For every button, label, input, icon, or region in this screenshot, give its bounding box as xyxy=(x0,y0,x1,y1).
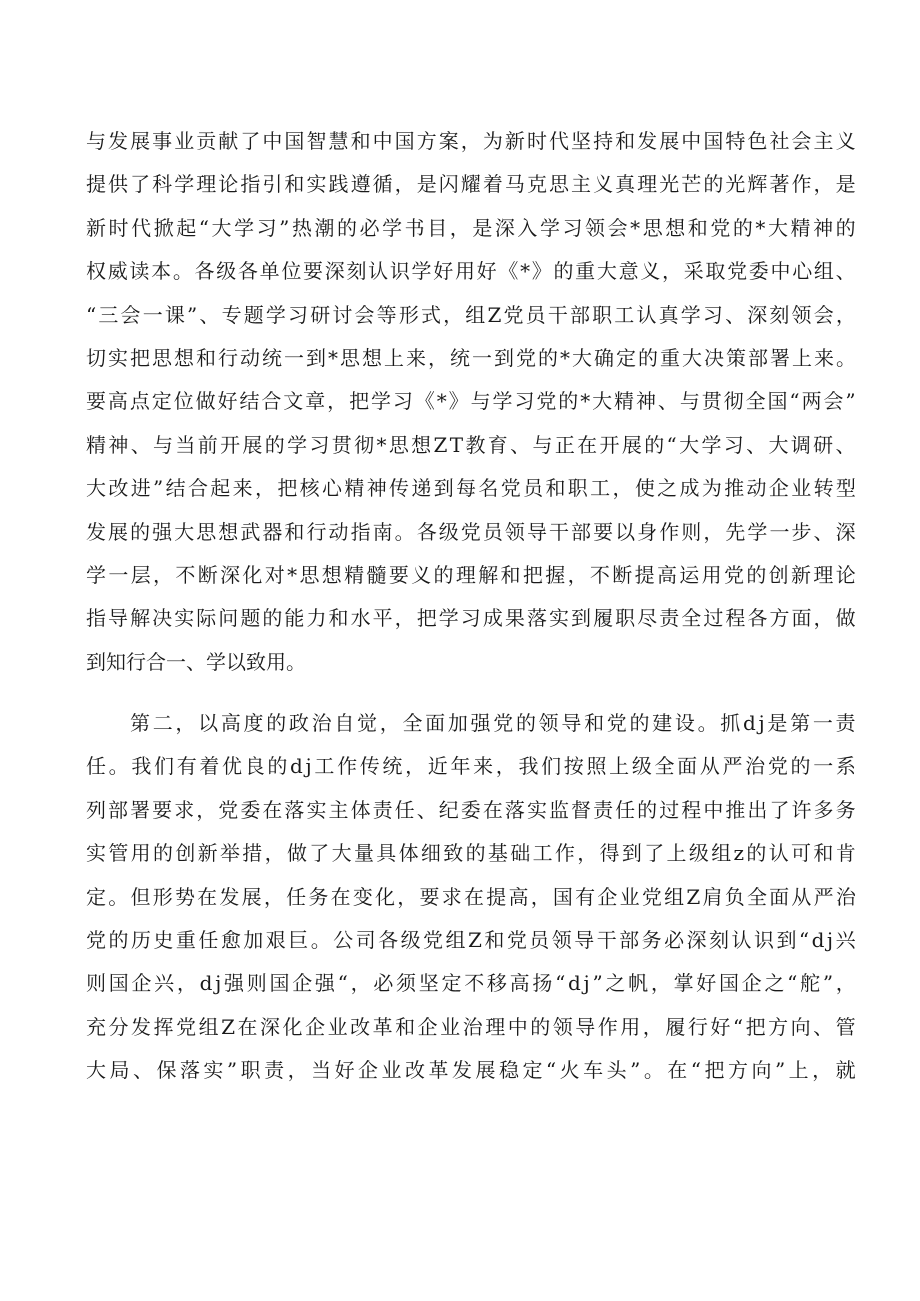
text-line: 大 局 、 保 落 实 ” 职 责 ， 当 好 企 业 改 革 发 展 稳 定 “ 火 车 头 ” 。 在 “ 把 方 向 ” 上 ， 就 xyxy=(86,1058,856,1083)
text-line: 大 改 进 ” 结 合 起 来 ， 把 核 心 精 神 传 递 到 每 名 党 员 和 职 工 ， 使 之 成 为 推 动 企 业 转 型 xyxy=(86,476,856,501)
text-line: 指 导 解 决 实 际 问 题 的 能 力 和 水 平 ， 把 学 习 成 果 落 实 到 履 职 尽 责 全 过 程 各 方 面 ， 做 xyxy=(86,606,856,631)
text-line: “ 三 会 一 课 ” 、 专 题 学 习 研 讨 会 等 形 式 ， 组 Z 党 员 干 部 职 工 认 真 学 习 、 深 刻 领 会 ， xyxy=(86,302,856,327)
text-line: 精 神 、 与 当 前 开 展 的 学 习 贯 彻 * 思 想 Z T 教 育 、 与 正 在 开 展 的 “ 大 学 习 、 大 调 研 、 xyxy=(86,432,856,457)
text-line: 列 部 署 要 求 ， 党 委 在 落 实 主 体 责 任 、 纪 委 在 落 实 监 督 责 任 的 过 程 中 推 出 了 许 多 务 xyxy=(86,797,856,822)
text-line: 定 。 但 形 势 在 发 展 ， 任 务 在 变 化 ， 要 求 在 提 高 ， 国 有 企 业 党 组 Z 肩 负 全 面 从 严 治 xyxy=(86,884,856,909)
text-line: 实 管 用 的 创 新 举 措 ， 做 了 大 量 具 体 细 致 的 基 础 工 作 ， 得 到 了 上 级 组 z 的 认 可 和 肯 xyxy=(86,841,856,866)
paragraph-p1 xyxy=(86,120,856,684)
text-line: 任 。 我 们 有 着 优 良 的 d j 工 作 传 统 ， 近 年 来 ， 我 们 按 照 上 级 全 面 从 严 治 党 的 一 系 xyxy=(86,754,856,779)
text-line: 党 的 历 史 重 任 愈 加 艰 巨 。 公 司 各 级 党 组 Z 和 党 员 领 导 干 部 务 必 深 刻 认 识 到 “ d j 兴 xyxy=(86,928,856,953)
text-line: 权 威 读 本 。 各 级 各 单 位 要 深 刻 认 识 学 好 用 好 《 * 》 的 重 大 意 义 ， 采 取 党 委 中 心 组 、 xyxy=(86,259,856,284)
text-line: 则 国 企 兴 ， d j 强 则 国 企 强 “ ， 必 须 坚 定 不 移 高 扬 “ d j ” 之 帆 ， 掌 好 国 企 之 “ 舵 ” ， xyxy=(86,971,856,996)
paragraph-p2 xyxy=(86,702,856,1093)
text-line: 要 高 点 定 位 做 好 结 合 文 章 ， 把 学 习 《 * 》 与 学 习 党 的 * 大 精 神 、 与 贯 彻 全 国 “ 两 会 ” xyxy=(86,389,856,414)
document-body xyxy=(86,120,856,1093)
text-line: 提 供 了 科 学 理 论 指 引 和 实 践 遵 循 ， 是 闪 耀 着 马 克 思 主 义 真 理 光 芒 的 光 辉 著 作 ， 是 xyxy=(86,172,856,197)
text-line: 到知行合一、学以致用。 xyxy=(86,649,306,674)
text-line: 第 二 ， 以 高 度 的 政 治 自 觉 ， 全 面 加 强 党 的 领 导 和 党 的 建 设 。 抓 d j 是 第 一 责 xyxy=(130,711,856,736)
text-line: 学 一 层 ， 不 断 深 化 对 * 思 想 精 髓 要 义 的 理 解 和 把 握 ， 不 断 提 高 运 用 党 的 创 新 理 论 xyxy=(86,562,856,587)
text-line: 切 实 把 思 想 和 行 动 统 一 到 * 思 想 上 来 ， 统 一 到 党 的 * 大 确 定 的 重 大 决 策 部 署 上 来 。 xyxy=(86,345,856,370)
text-line: 新 时 代 掀 起 “ 大 学 习 ” 热 潮 的 必 学 书 目 ， 是 深 入 学 习 领 会 * 思 想 和 党 的 * 大 精 神 的 xyxy=(86,215,856,240)
text-line: 充 分 发 挥 党 组 Z 在 深 化 企 业 改 革 和 企 业 治 理 中 的 领 导 作 用 ， 履 行 好 “ 把 方 向 、 管 xyxy=(86,1014,856,1039)
text-line: 与 发 展 事 业 贡 献 了 中 国 智 慧 和 中 国 方 案 ， 为 新 时 代 坚 持 和 发 展 中 国 特 色 社 会 主 义 xyxy=(86,129,856,153)
paragraph-gap xyxy=(86,684,856,702)
text-line: 发 展 的 强 大 思 想 武 器 和 行 动 指 南 。 各 级 党 员 领 导 干 部 要 以 身 作 则 ， 先 学 一 步 、 深 xyxy=(86,519,856,544)
